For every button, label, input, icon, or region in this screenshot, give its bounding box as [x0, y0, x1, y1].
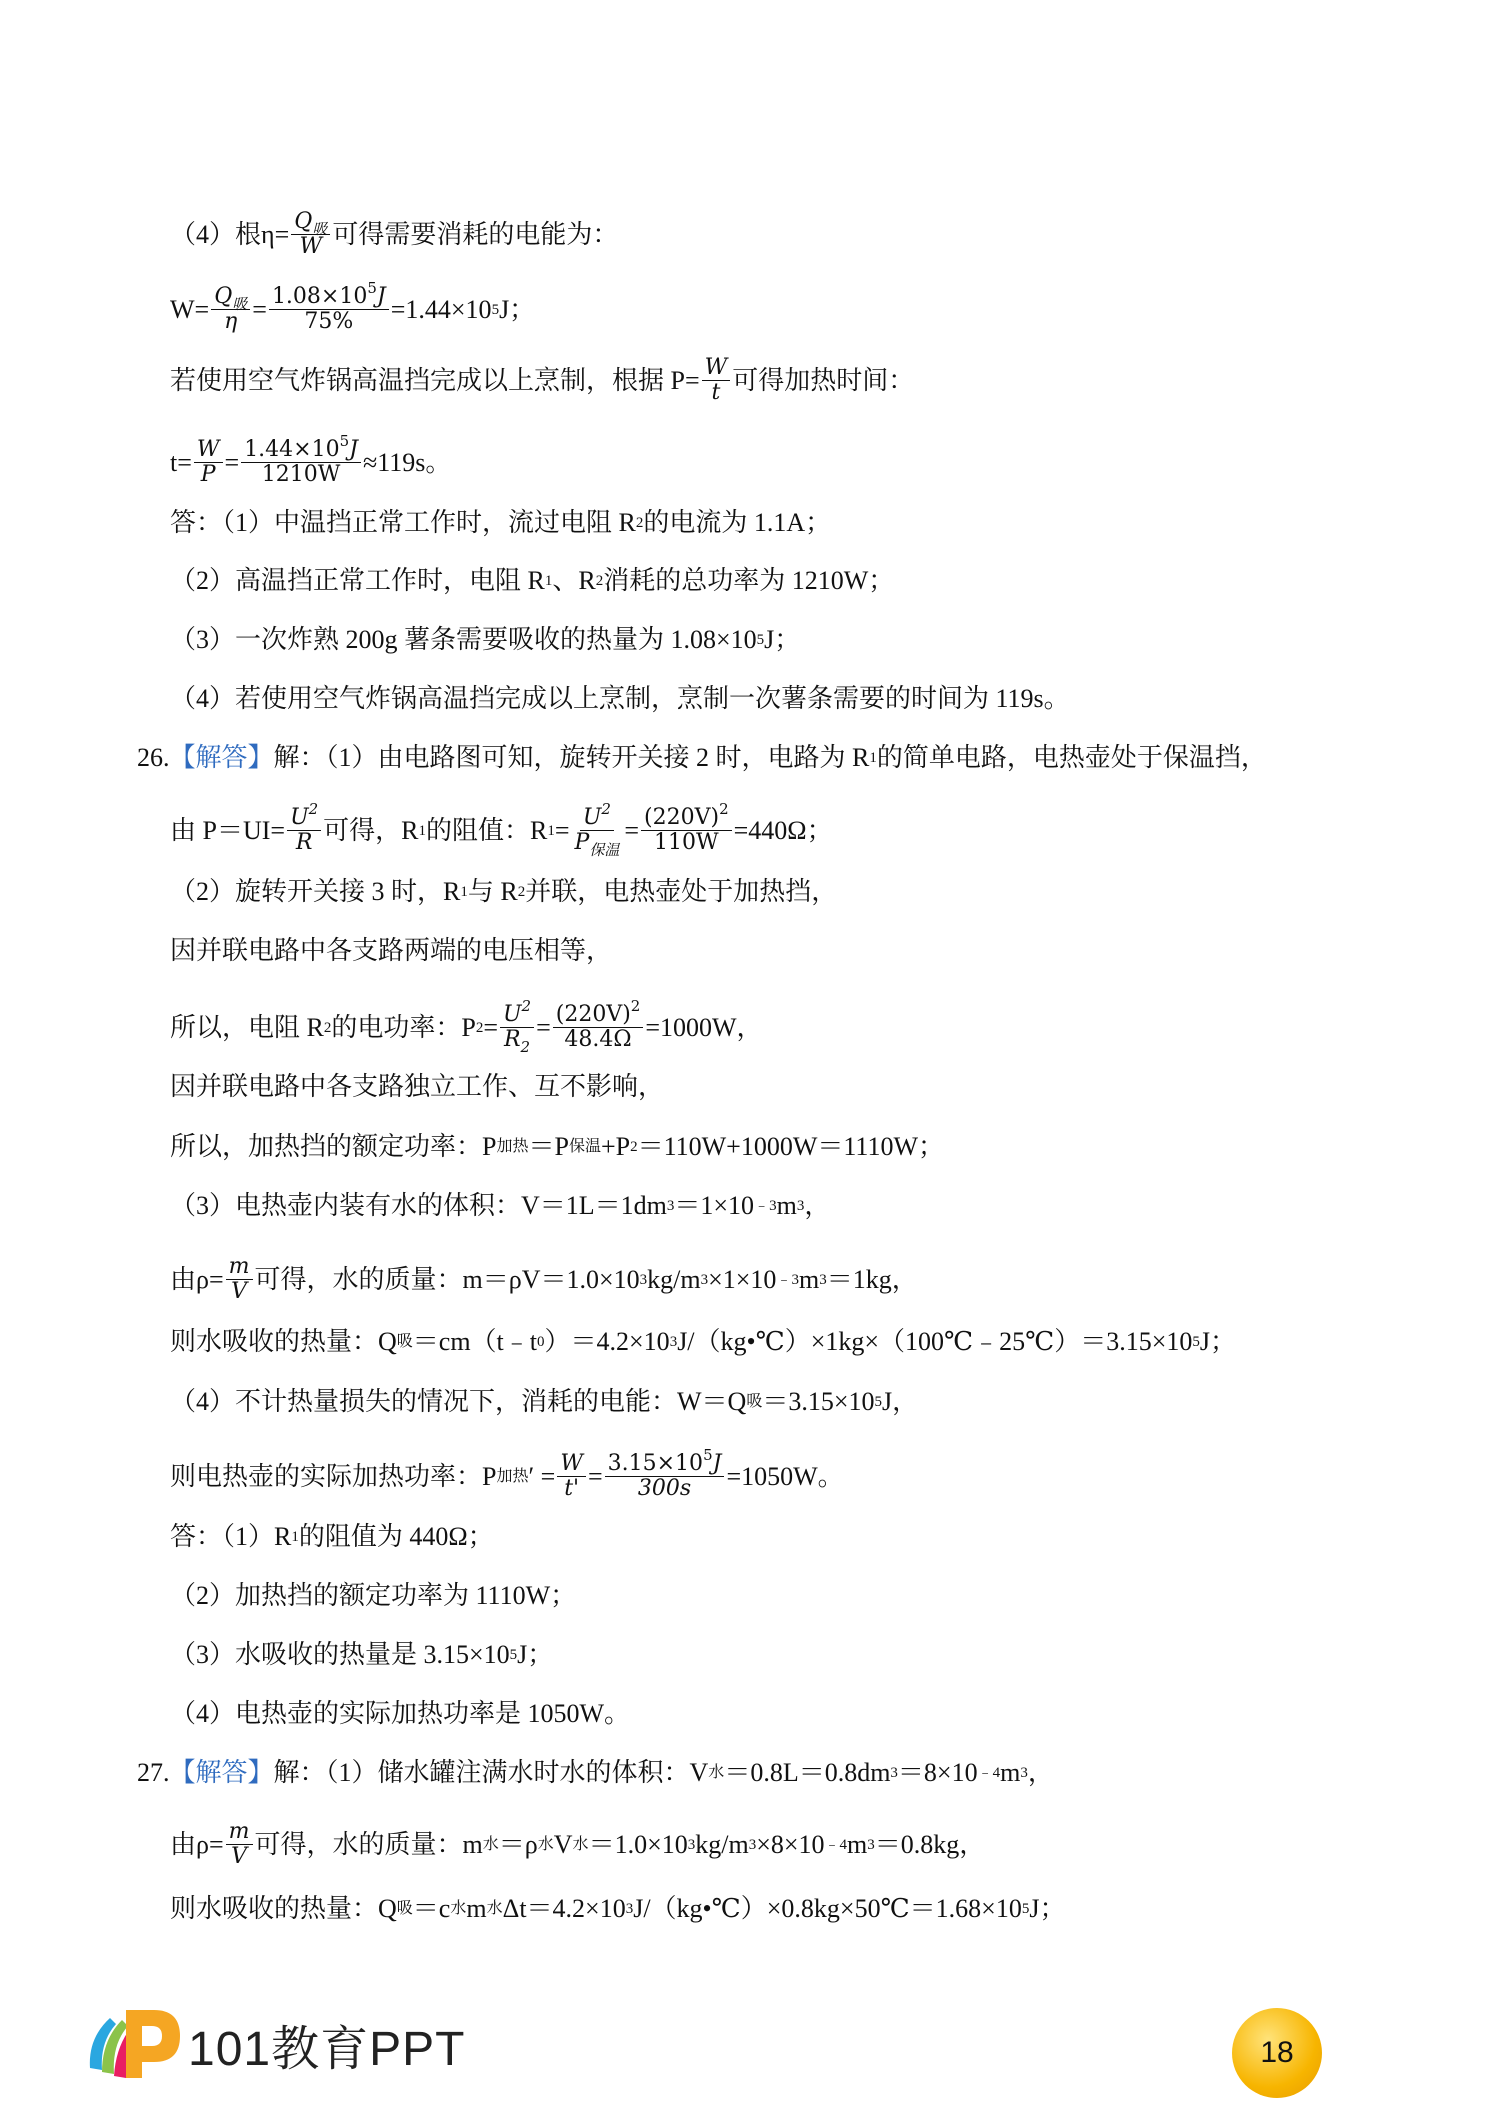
text-line [170, 210, 618, 259]
logo-icon [80, 1998, 190, 2094]
text-line: 由ρ= $\frac{m}{V}$ 可得，水的质量：m 水 ＝ρ 水 V 水 ＝1.0×10 3 kg/m 3 ×8×10 ﹣4 m 3 ＝0.8kg， [170, 1819, 986, 1869]
text-line: （4）若使用空气炸锅高温挡完成以上烹制，烹制一次薯条需要的时间为 119s。 [170, 684, 1070, 713]
fraction: $\frac{Q_吸}{W}$ [291, 210, 330, 259]
text-line: 若使用空气炸锅高温挡完成以上烹制，根据 P= $\frac{W}{t}$ 可得加热时间： [170, 355, 915, 405]
answer-tag: 【解答】 [169, 743, 274, 772]
text-line: 所以，电阻 R 2 的电功率：P 2 = $\frac{U^2}{R_2}$ = $\frac{(220V)^2}{48.4\Omega}$ =1000W， [170, 997, 763, 1056]
text-line: （2）高温挡正常工作时，电阻 R 1 、R 2 消耗的总功率为 1210W； [170, 566, 895, 595]
fraction: $\frac{1.08\times 10^5J}{75\%}$ [269, 285, 389, 334]
fraction: $\frac{m}{V}$ [226, 1255, 253, 1304]
answer-tag: 【解答】 [169, 1758, 274, 1787]
page-number-badge [1232, 2008, 1322, 2098]
text-line: （3）电热壶内装有水的体积：V＝1L＝1dm 3 ＝1×10 ﹣3 m 3 ， [170, 1191, 831, 1220]
fraction: $\frac{(220V)^2}{48.4\Omega}$ [553, 1003, 644, 1052]
text-line: 答：（1）中温挡正常工作时，流过电阻 R 2 的电流为 1.1A； [170, 508, 832, 537]
text-line: 则水吸收的热量：Q 吸 ＝cm（t﹣t 0 ）＝4.2×10 3 J/（kg•℃）×1kg×（100℃﹣25℃）＝3.15×10 5 J； [170, 1327, 1237, 1356]
fraction: $\frac{W}{P}$ [194, 438, 223, 487]
text-line: （2）加热挡的额定功率为 1110W； [170, 1581, 577, 1610]
text: 可得需要消耗的电能为： [332, 219, 619, 249]
text-line: 所以，加热挡的额定功率：P 加热 ＝P 保温 +P 2 ＝110W+1000W＝1110W； [170, 1132, 944, 1161]
question-26-header: 26. 【解答】 解：（1）由电路图可知，旋转开关接 2 时，电路为 R 1 的简单电路，电热壶处于保温挡， [137, 741, 1267, 775]
text-line: 由ρ= $\frac{m}{V}$ 可得，水的质量：m＝ρV＝1.0×10 3 kg/m 3 ×1×10 ﹣3 m 3 ＝1kg， [170, 1254, 918, 1304]
text-line: 则水吸收的热量：Q 吸 ＝c 水 m 水 Δt＝4.2×10 3 J/（kg•℃）×0.8kg×50℃＝1.68×10 5 J； [170, 1894, 1066, 1923]
brand-name: 101教育PPT [188, 2023, 466, 2076]
text-line: 因并联电路中各支路独立工作、互不影响， [170, 1072, 665, 1101]
fraction: $\frac{Q_吸}{\eta}$ [211, 285, 250, 334]
fraction: $\frac{3.15\times 10^5J}{300s}$ [605, 1452, 725, 1501]
text-line: （3）一次炸熟 200g 薯条需要吸收的热量为 1.08×10 5 J； [170, 625, 801, 654]
text-line: （4）电热壶的实际加热功率是 1050W。 [170, 1699, 631, 1728]
text-line: W= $\frac{Q_吸}{\eta}$ = $\frac{1.08\times 10^5J}{75\%}$ =1.44×10 5 J； [170, 279, 536, 334]
fraction: $\frac{U^2}{R_2}$ [500, 1003, 534, 1052]
text-line: 因并联电路中各支路两端的电压相等， [170, 936, 613, 965]
fraction: $\frac{U^2}{P_{保温}}$ [574, 800, 620, 859]
fraction: $\frac{(220V)^2}{110W}$ [641, 806, 732, 855]
fraction: $\frac{1.44\times 10^5J}{1210W}$ [241, 438, 361, 487]
text-line: （3）水吸收的热量是 3.15×10 5 J； [170, 1640, 554, 1669]
page-number: 18 [1260, 2036, 1294, 2069]
text-line: （2）旋转开关接 3 时，R 1 与 R 2 并联，电热壶处于加热挡， [170, 877, 838, 906]
text-line: （4）不计热量损失的情况下，消耗的电能：W＝Q 吸 ＝3.15×10 5 J， [170, 1387, 919, 1416]
fraction: $\frac{U^2}{R}$ [287, 806, 321, 855]
fraction: $\frac{m}{V}$ [226, 1820, 253, 1869]
fraction: $\frac{W}{t}$ [702, 356, 731, 405]
text-line: 则电热壶的实际加热功率：P 加热 ′ = $\frac{W}{t'}$ = $\frac{3.15\times 10^5J}{300s}$ =1050W。 [170, 1446, 844, 1501]
fraction: $\frac{W}{t'}$ [557, 1452, 586, 1501]
question-27-header: 27. 【解答】 解：（1）储水罐注满水时水的体积：V 水 ＝0.8L＝0.8dm 3 ＝8×10 ﹣4 m 3 ， [137, 1756, 1054, 1790]
text-line: t= $\frac{W}{P}$ = $\frac{1.44\times 10^5J}{1210W}$ ≈119s。 [170, 432, 452, 487]
text-line: 答：（1）R 1 的阻值为 440Ω； [170, 1522, 494, 1551]
text-line: 由 P＝UI= $\frac{U^2}{R}$ 可得，R 1 的阻值：R 1 = $\frac{U^2}{P_{保温}}$ = $\frac{(220V)^2}{110W}$ =440Ω； [170, 800, 833, 859]
text: （4）根η= [170, 219, 290, 249]
